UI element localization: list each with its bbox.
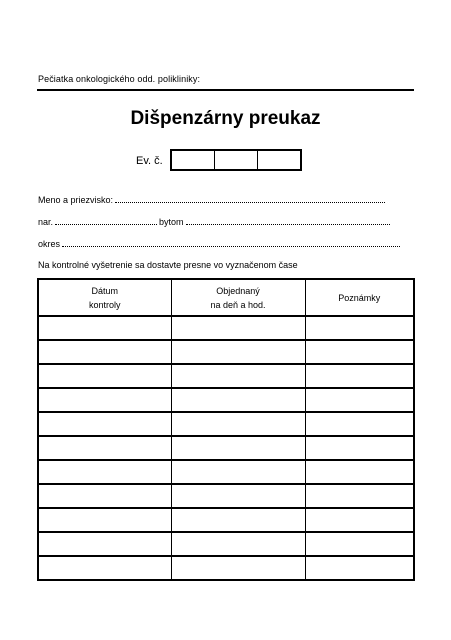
column-header-date: Dátum kontroly bbox=[38, 279, 171, 316]
table-cell[interactable] bbox=[305, 340, 414, 364]
table-cell[interactable] bbox=[38, 556, 171, 580]
registration-box[interactable] bbox=[172, 151, 215, 169]
table-cell[interactable] bbox=[171, 460, 305, 484]
table-cell[interactable] bbox=[171, 508, 305, 532]
residence-blank[interactable] bbox=[186, 216, 390, 225]
table-row bbox=[38, 508, 414, 532]
column-header-notes: Poznámky bbox=[305, 279, 414, 316]
instruction-text: Na kontrolné vyšetrenie sa dostavte presne vo vyznačenom čase bbox=[38, 260, 298, 270]
table-cell[interactable] bbox=[38, 340, 171, 364]
table-row bbox=[38, 364, 414, 388]
table-cell[interactable] bbox=[305, 316, 414, 340]
born-label: nar. bbox=[38, 217, 54, 227]
table-cell[interactable] bbox=[38, 364, 171, 388]
registration-number-boxes bbox=[170, 149, 302, 171]
born-blank[interactable] bbox=[55, 216, 157, 225]
table-cell[interactable] bbox=[38, 460, 171, 484]
table-cell[interactable] bbox=[305, 364, 414, 388]
table-body bbox=[38, 316, 414, 580]
table-row bbox=[38, 484, 414, 508]
table-cell[interactable] bbox=[38, 532, 171, 556]
stamp-label: Pečiatka onkologického odd. polikliniky: bbox=[38, 74, 201, 84]
registration-box[interactable] bbox=[215, 151, 258, 169]
table-cell[interactable] bbox=[171, 532, 305, 556]
table-row bbox=[38, 556, 414, 580]
residence-label: bytom bbox=[159, 217, 184, 227]
district-label: okres bbox=[38, 239, 61, 249]
table-row bbox=[38, 388, 414, 412]
table-cell[interactable] bbox=[305, 508, 414, 532]
registration-number-label: Ev. č. bbox=[136, 155, 163, 167]
table-row bbox=[38, 436, 414, 460]
table-row bbox=[38, 340, 414, 364]
district-blank[interactable] bbox=[62, 238, 400, 247]
registration-number-row bbox=[136, 149, 302, 171]
name-blank[interactable] bbox=[115, 194, 385, 203]
table-row bbox=[38, 316, 414, 340]
table-cell[interactable] bbox=[171, 436, 305, 460]
table-cell[interactable] bbox=[38, 508, 171, 532]
control-schedule-table bbox=[37, 278, 415, 581]
name-field bbox=[38, 194, 387, 205]
table-cell[interactable] bbox=[38, 412, 171, 436]
registration-box[interactable] bbox=[258, 151, 300, 169]
table-cell[interactable] bbox=[171, 316, 305, 340]
table-cell[interactable] bbox=[305, 436, 414, 460]
table-cell[interactable] bbox=[171, 556, 305, 580]
table-cell[interactable] bbox=[171, 364, 305, 388]
table-cell[interactable] bbox=[305, 532, 414, 556]
table-cell[interactable] bbox=[171, 412, 305, 436]
table-cell[interactable] bbox=[38, 316, 171, 340]
table-cell[interactable] bbox=[305, 388, 414, 412]
table-row bbox=[38, 460, 414, 484]
table-cell[interactable] bbox=[171, 340, 305, 364]
district-field bbox=[38, 238, 402, 249]
table-cell[interactable] bbox=[171, 388, 305, 412]
table-cell[interactable] bbox=[305, 460, 414, 484]
table-cell[interactable] bbox=[171, 484, 305, 508]
table-cell[interactable] bbox=[305, 484, 414, 508]
column-header-appointment: Objednaný na deň a hod. bbox=[171, 279, 305, 316]
table-cell[interactable] bbox=[38, 484, 171, 508]
top-rule bbox=[37, 89, 414, 91]
table-cell[interactable] bbox=[38, 388, 171, 412]
table-header-row bbox=[38, 279, 414, 316]
birth-residence-field bbox=[38, 216, 392, 227]
table-cell[interactable] bbox=[305, 556, 414, 580]
document-title: Dišpenzárny preukaz bbox=[130, 108, 321, 129]
table-row bbox=[38, 532, 414, 556]
table-cell[interactable] bbox=[38, 436, 171, 460]
table-row bbox=[38, 412, 414, 436]
name-label: Meno a priezvisko: bbox=[38, 195, 114, 205]
table-cell[interactable] bbox=[305, 412, 414, 436]
